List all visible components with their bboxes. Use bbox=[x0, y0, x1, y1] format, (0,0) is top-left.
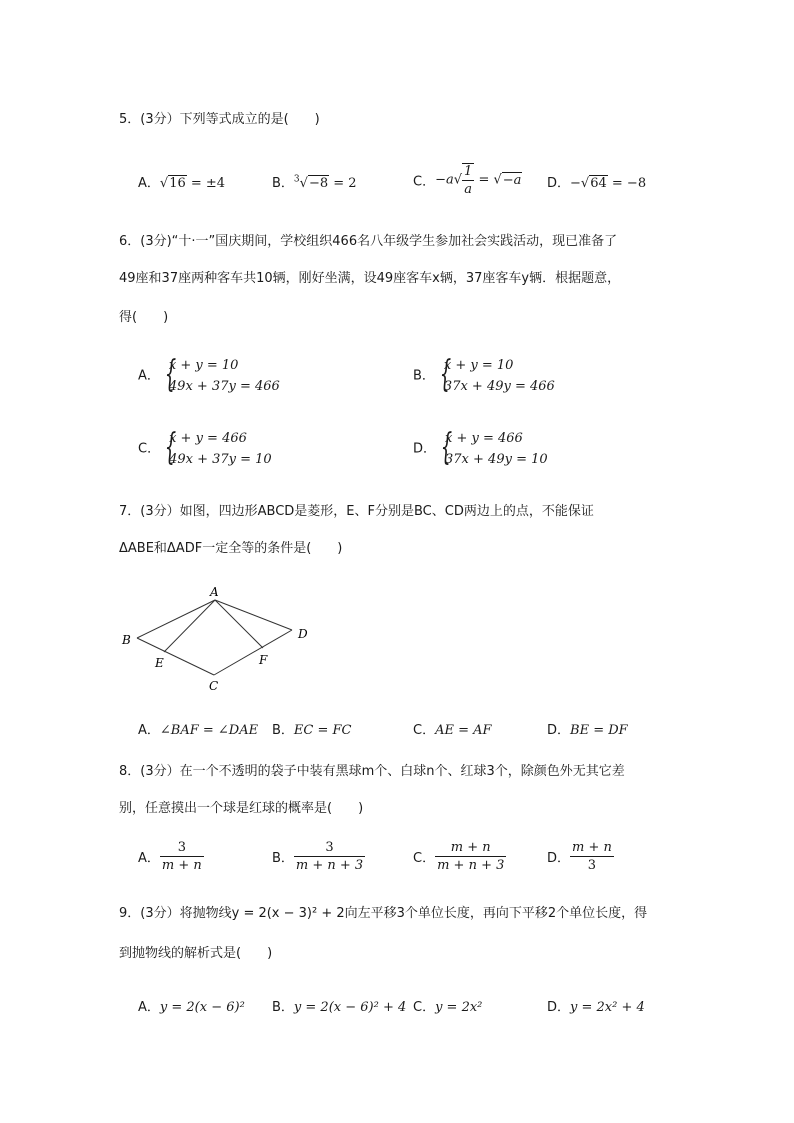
segment-af bbox=[215, 600, 263, 648]
q8-option-b: B． $\frac{3}{m + n + 3}$ bbox=[272, 840, 364, 873]
edge-ab bbox=[137, 600, 215, 638]
segment-ae bbox=[164, 600, 215, 652]
q6-option-b: B．{ x + y = 10 37x + 49y = 466 bbox=[413, 355, 555, 397]
q9-line-1: 9．(3分）将抛物线y = 2(x − 3)² + 2向左平移3个单位长度，再向下平移2个单位长度，得 bbox=[119, 906, 648, 921]
q7-option-b: B．EC = FC bbox=[272, 723, 352, 738]
q6-line-3: 得( ) bbox=[119, 310, 169, 325]
label-a: A bbox=[210, 585, 219, 599]
q8-option-a: A． $\frac{3}{m + n}$ bbox=[138, 840, 202, 873]
q5-option-d: D．−√64 = −8 bbox=[547, 176, 647, 191]
q6-option-d: D．{ x + y = 466 37x + 49y = 10 bbox=[413, 428, 548, 470]
q7-option-c: C．AE = AF bbox=[413, 723, 492, 738]
q5-option-c: C．−a√ $\frac{1}{a}$ = √−a bbox=[413, 164, 522, 197]
edge-bc bbox=[137, 638, 214, 675]
q9-option-c: C．y = 2x² bbox=[413, 1000, 483, 1015]
q6-line-1: 6．(3分)“十·一”国庆期间，学校组织466名八年级学生参加社会实践活动，现已准备了 bbox=[119, 234, 618, 249]
q8-line-2: 别，任意摸出一个球是红球的概率是( ) bbox=[119, 801, 364, 816]
q5-stem: 5．(3分）下列等式成立的是( ) bbox=[119, 112, 320, 127]
q6-option-c: C．{ x + y = 466 49x + 37y = 10 bbox=[138, 428, 272, 470]
q9-option-b: B．y = 2(x − 6)² + 4 bbox=[272, 1000, 407, 1015]
label-e: E bbox=[155, 656, 164, 670]
label-b: B bbox=[122, 633, 131, 647]
q9-option-d: D．y = 2x² + 4 bbox=[547, 1000, 645, 1015]
q9-line-2: 到抛物线的解析式是( ) bbox=[119, 946, 273, 961]
q7-line-1: 7．(3分）如图，四边形ABCD是菱形，E、F分别是BC、CD两边上的点，不能保证 bbox=[119, 504, 594, 519]
q6-line-2: 49座和37座两种客车共10辆，刚好坐满，设49座客车x辆，37座客车y辆．根据题意， bbox=[119, 271, 621, 286]
label-c: C bbox=[209, 679, 219, 693]
q5-option-a: A．√16 = ±4 bbox=[138, 176, 226, 191]
q9-option-a: A．y = 2(x − 6)² bbox=[138, 1000, 245, 1015]
q5-option-b: B．$^3$√−8 = 2 bbox=[272, 174, 357, 191]
q7-option-d: D．BE = DF bbox=[547, 723, 628, 738]
label-f: F bbox=[259, 653, 268, 667]
q7-line-2: ΔABE和ΔADF一定全等的条件是( ) bbox=[119, 541, 343, 556]
q8-line-1: 8．(3分）在一个不透明的袋子中装有黑球m个、白球n个、红球3个，除颜色外无其它差 bbox=[119, 764, 625, 779]
rhombus-figure bbox=[118, 580, 318, 695]
q7-option-a: A．∠BAF = ∠DAE bbox=[138, 723, 259, 738]
q8-option-c: C． $\frac{m + n}{m + n + 3}$ bbox=[413, 840, 505, 873]
edge-cd bbox=[214, 630, 292, 675]
q6-option-a: A．{ x + y = 10 49x + 37y = 466 bbox=[138, 355, 280, 397]
label-d: D bbox=[298, 627, 308, 641]
edge-da bbox=[215, 600, 292, 630]
q8-option-d: D． $\frac{m + n}{3}$ bbox=[547, 840, 612, 873]
